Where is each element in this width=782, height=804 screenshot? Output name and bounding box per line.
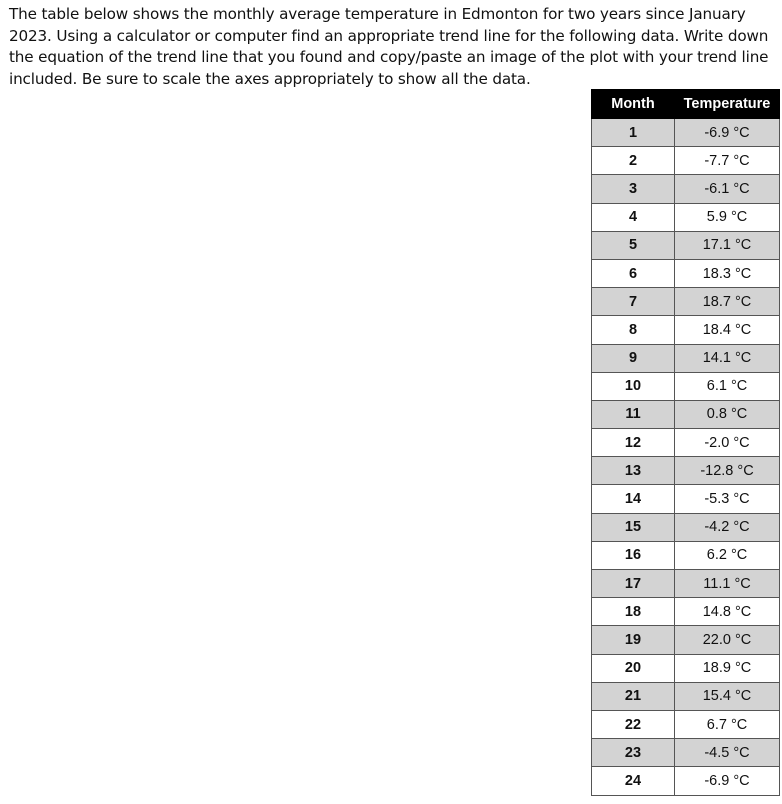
temperature-cell: -4.2 °C	[675, 513, 780, 541]
table-row	[592, 767, 780, 795]
table-row	[592, 175, 780, 203]
table-row	[592, 710, 780, 738]
temperature-cell: 18.9 °C	[675, 654, 780, 682]
month-cell: 4	[592, 203, 675, 231]
month-cell: 14	[592, 485, 675, 513]
month-cell: 10	[592, 372, 675, 400]
month-cell: 19	[592, 626, 675, 654]
table-row	[592, 344, 780, 372]
month-cell: 15	[592, 513, 675, 541]
temperature-cell: 18.4 °C	[675, 316, 780, 344]
month-cell: 1	[592, 119, 675, 147]
month-cell: 18	[592, 598, 675, 626]
month-cell: 3	[592, 175, 675, 203]
table-row	[592, 570, 780, 598]
month-cell: 21	[592, 682, 675, 710]
temperature-cell: 14.8 °C	[675, 598, 780, 626]
table-row	[592, 739, 780, 767]
temperature-column-header: Temperature	[675, 90, 780, 119]
month-cell: 22	[592, 710, 675, 738]
temperature-cell: -6.9 °C	[675, 767, 780, 795]
table-row	[592, 541, 780, 569]
table-row	[592, 259, 780, 287]
table-row	[592, 147, 780, 175]
table-row	[592, 457, 780, 485]
temperature-cell: 14.1 °C	[675, 344, 780, 372]
temperature-cell: 18.7 °C	[675, 288, 780, 316]
temperature-cell: -12.8 °C	[675, 457, 780, 485]
temperature-cell: 18.3 °C	[675, 259, 780, 287]
month-cell: 23	[592, 739, 675, 767]
temperature-cell: 5.9 °C	[675, 203, 780, 231]
month-cell: 6	[592, 259, 675, 287]
table-row	[592, 429, 780, 457]
temperature-cell: 11.1 °C	[675, 570, 780, 598]
temperature-cell: 6.2 °C	[675, 541, 780, 569]
month-cell: 24	[592, 767, 675, 795]
question-prompt: The table below shows the monthly average temperature in Edmonton for two years since January 2023. Using a calculator or computer find an appropriate trend line for the following data. Write down the equation of the trend line that you found and copy/paste an image of the plot with your trend line included. Be sure to scale the axes appropriately to show all the data.	[9, 5, 769, 88]
month-cell: 8	[592, 316, 675, 344]
temperature-cell: 22.0 °C	[675, 626, 780, 654]
temperature-cell: 15.4 °C	[675, 682, 780, 710]
month-cell: 12	[592, 429, 675, 457]
table-row	[592, 119, 780, 147]
table-row	[592, 203, 780, 231]
temperature-cell: -6.9 °C	[675, 119, 780, 147]
table-row	[592, 654, 780, 682]
month-cell: 9	[592, 344, 675, 372]
table-row	[592, 598, 780, 626]
table-row	[592, 513, 780, 541]
month-cell: 13	[592, 457, 675, 485]
table-row	[592, 316, 780, 344]
month-cell: 5	[592, 231, 675, 259]
temperature-cell: -6.1 °C	[675, 175, 780, 203]
month-cell: 11	[592, 400, 675, 428]
temperature-cell: -7.7 °C	[675, 147, 780, 175]
table-row	[592, 682, 780, 710]
month-cell: 7	[592, 288, 675, 316]
temperature-cell: 17.1 °C	[675, 231, 780, 259]
temperature-cell: 0.8 °C	[675, 400, 780, 428]
month-cell: 16	[592, 541, 675, 569]
table-row	[592, 626, 780, 654]
month-cell: 17	[592, 570, 675, 598]
temperature-cell: 6.7 °C	[675, 710, 780, 738]
temperature-cell: 6.1 °C	[675, 372, 780, 400]
temperature-cell: -5.3 °C	[675, 485, 780, 513]
month-column-header: Month	[592, 90, 675, 119]
temperature-cell: -2.0 °C	[675, 429, 780, 457]
temperature-table	[591, 89, 780, 796]
table-row	[592, 485, 780, 513]
table-row	[592, 372, 780, 400]
table-body	[592, 119, 780, 796]
table-row	[592, 231, 780, 259]
table-header-row	[592, 90, 780, 119]
temperature-cell: -4.5 °C	[675, 739, 780, 767]
month-cell: 2	[592, 147, 675, 175]
table-row	[592, 400, 780, 428]
table-row	[592, 288, 780, 316]
month-cell: 20	[592, 654, 675, 682]
